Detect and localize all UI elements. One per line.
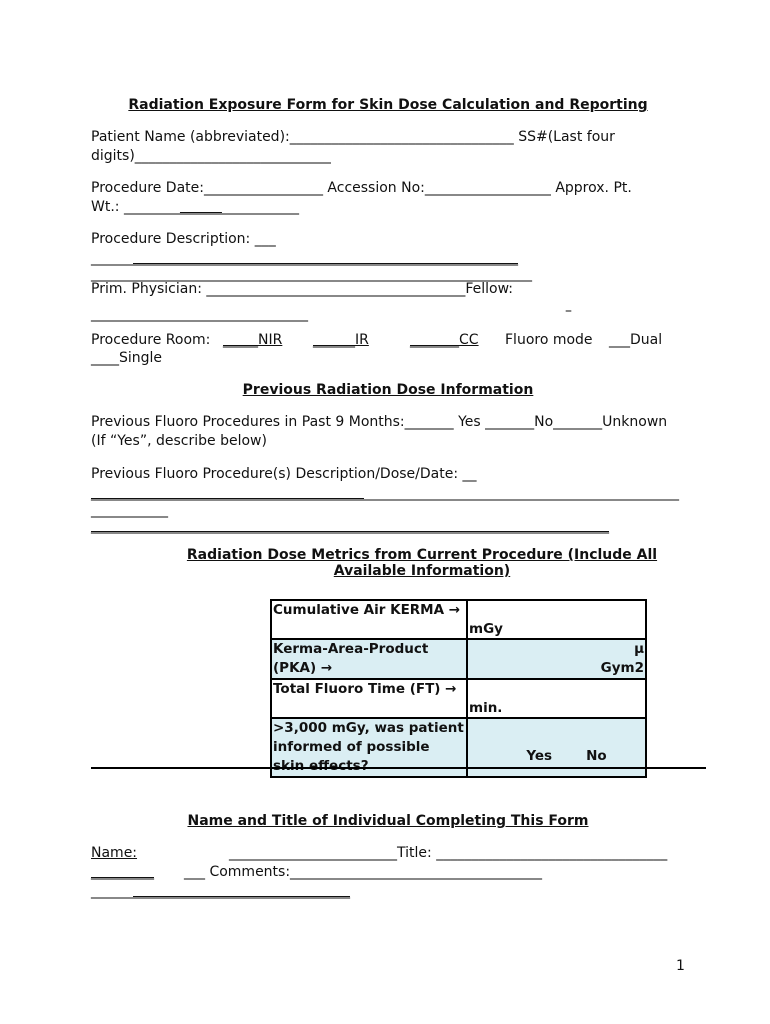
dose-metrics-table-wrap <box>270 599 647 778</box>
pka-unit-gym2: Gym2 <box>600 660 644 676</box>
fluoro-mode-label: Fluoro mode <box>505 332 593 348</box>
procedure-room-label: Procedure Room: <box>91 332 211 348</box>
patient-name-line[interactable]: Patient Name (abbreviated):________________________________ SS#(Last four <box>91 129 615 145</box>
fluoro-time-unit: min. <box>469 700 503 716</box>
air-kerma-label: Cumulative Air KERMA → <box>271 600 467 639</box>
room-ir-option[interactable]: ______IR <box>313 332 369 348</box>
table-row-air-kerma <box>271 600 646 639</box>
pka-value-cell[interactable] <box>467 639 646 679</box>
comments-field-d[interactable]: _______________________________ <box>133 883 350 899</box>
description-field-b[interactable]: _______________________________________________________ <box>133 250 518 266</box>
procedure-date-line[interactable]: Procedure Date:_________________ Accession No:__________________ Approx. Pt. <box>91 180 632 196</box>
pka-label: Kerma-Area-Product (PKA) → <box>271 639 467 679</box>
dose-metrics-table <box>270 599 647 778</box>
fluoro-time-label: Total Fluoro Time (FT) → <box>271 679 467 718</box>
skin-effects-no-option[interactable]: No <box>586 748 607 764</box>
physician-line[interactable]: Prim. Physician: _____________________________________Fellow: <box>91 281 514 297</box>
fluoro-single-option[interactable]: ____Single <box>91 350 163 366</box>
table-row-pka <box>271 639 646 679</box>
ss-digits-field-ext[interactable]: __________ <box>260 148 331 164</box>
title-field[interactable]: Title: _________________________________ <box>397 845 668 861</box>
metrics-heading <box>180 547 664 579</box>
previous-description-line2[interactable] <box>91 485 679 501</box>
previous-description-field-b[interactable]: _____________________________________________ <box>364 485 679 501</box>
fellow-dash: – <box>565 303 572 319</box>
air-kerma-value-cell[interactable] <box>467 600 646 639</box>
previous-procedures-line[interactable]: Previous Fluoro Procedures in Past 9 Months:_______ Yes _______No_______Unknown <box>91 414 668 430</box>
weight-field-ext[interactable]: ___________ <box>221 199 299 215</box>
fellow-line[interactable]: _______________________________ <box>91 306 308 322</box>
previous-description-line4[interactable]: __________________________________________________________________________ <box>91 518 609 534</box>
form-title: Radiation Exposure Form for Skin Dose Calculation and Reporting <box>128 97 648 113</box>
table-row-fluoro-time <box>271 679 646 718</box>
previous-description-field-a[interactable]: _______________________________________ <box>91 485 364 501</box>
previous-description-label[interactable]: Previous Fluoro Procedure(s) Description/Dose/Date: __ <box>91 466 477 482</box>
metrics-heading-line1: Radiation Dose Metrics from Current Procedure (Include All <box>186 547 658 563</box>
previous-dose-heading: Previous Radiation Dose Information <box>242 382 534 398</box>
if-yes-note: (If “Yes”, describe below) <box>91 433 267 449</box>
previous-description-line3[interactable]: ___________ <box>91 502 168 518</box>
fluoro-dual-option[interactable]: ___Dual <box>609 332 663 348</box>
metrics-heading-line2: Available Information) <box>333 563 511 579</box>
page-number: 1 <box>676 958 685 974</box>
name-field[interactable] <box>137 845 229 861</box>
weight-line[interactable] <box>91 199 299 215</box>
room-cc-option[interactable]: _______CC <box>410 332 479 348</box>
air-kerma-unit: mGy <box>469 621 503 637</box>
procedure-description-line2[interactable] <box>91 250 518 266</box>
completer-heading: Name and Title of Individual Completing This Form <box>187 813 589 829</box>
fluoro-time-value-cell[interactable] <box>467 679 646 718</box>
description-field-a[interactable]: ______ <box>91 250 133 266</box>
ss-digits-field[interactable]: digits)__________________ <box>91 148 261 164</box>
table-underline-divider <box>91 767 706 769</box>
weight-field[interactable]: Wt.: ________ <box>91 199 180 215</box>
comments-field-a[interactable]: _________ <box>91 864 154 880</box>
skin-effects-question: >3,000 mGy, was patient informed of possible skin effects? <box>271 718 467 777</box>
weight-field-underlined[interactable]: ______ <box>179 199 222 215</box>
skin-effects-yes-option[interactable]: Yes <box>526 748 553 764</box>
name-field-line[interactable]: ________________________ <box>229 845 398 861</box>
procedure-description-line3[interactable]: _______________________________________________________________ <box>91 266 532 282</box>
comments-field-b[interactable]: ___ Comments:____________________________________ <box>184 864 543 880</box>
room-nir-option[interactable]: _____NIR <box>223 332 283 348</box>
completer-name-line[interactable] <box>91 845 667 861</box>
comments-line[interactable] <box>91 864 542 880</box>
procedure-description-label[interactable]: Procedure Description: ___ <box>91 231 276 247</box>
comments-line2[interactable] <box>91 883 350 899</box>
ss-digits-line[interactable] <box>91 148 331 164</box>
comments-field-c[interactable]: ______ <box>91 883 133 899</box>
pka-unit-mu: μ <box>634 641 644 657</box>
name-label: Name: <box>91 845 138 861</box>
